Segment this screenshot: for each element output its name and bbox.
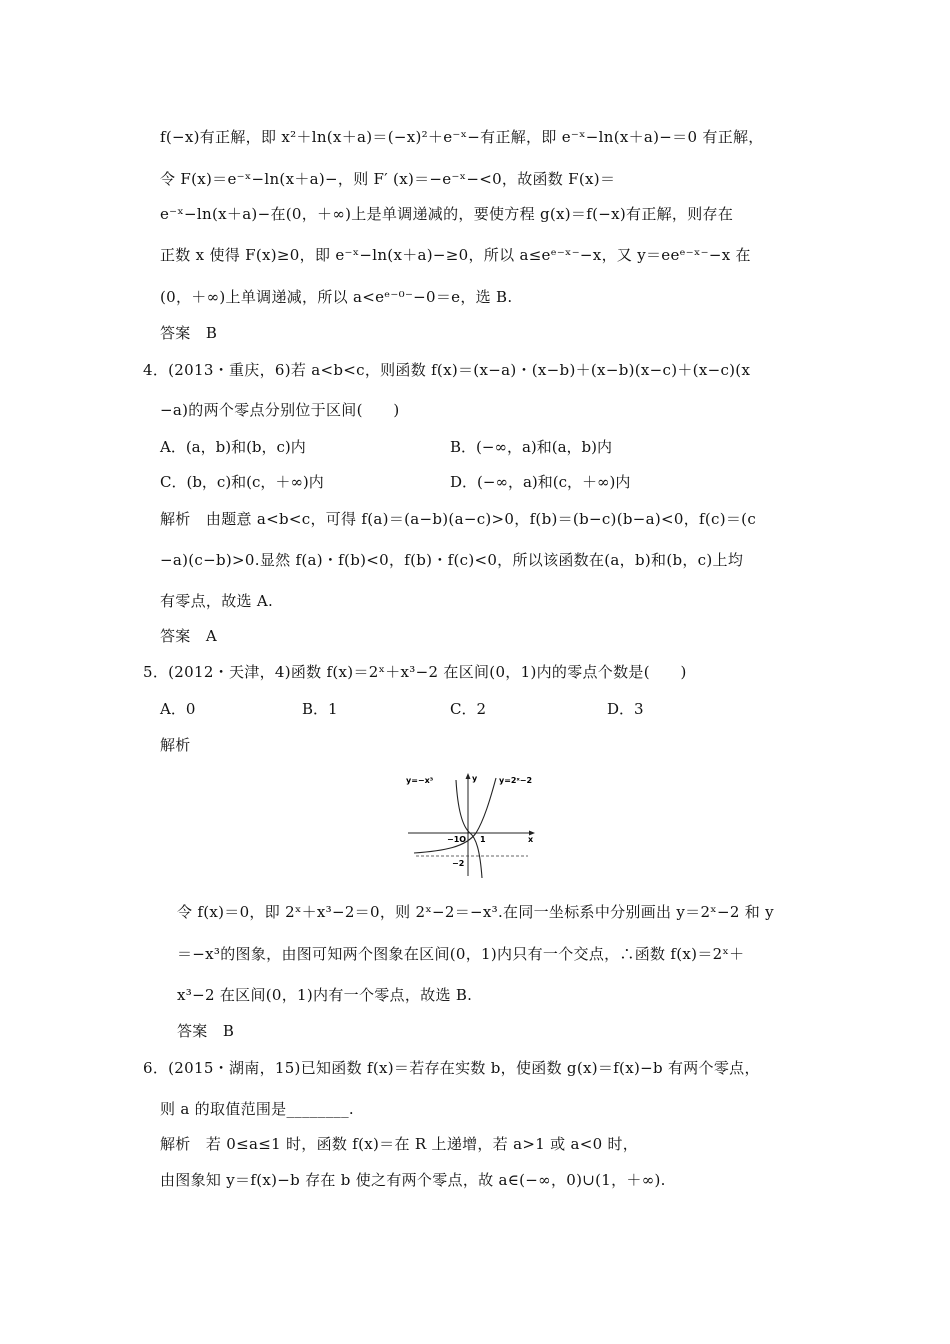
text-line: 则 a 的取值范围是________. — [160, 1100, 354, 1118]
text-line: 有零点，故选 A. — [160, 592, 274, 610]
answer-label: 答案 B — [177, 1022, 235, 1040]
text-line: ＝−x³的图象，由图可知两个图象在区间(0，1)内只有一个交点，∴函数 f(x)＝2ˣ＋ — [177, 945, 745, 963]
text-line: 解析 若 0≤a≤1 时，函数 f(x)＝在 R 上递增，若 a>1 或 a<0 时， — [160, 1135, 639, 1153]
answer-label: 答案 B — [160, 324, 218, 342]
text-line: x³−2 在区间(0，1)内有一个零点，故选 B. — [177, 986, 473, 1004]
option-d: D．(−∞，a)和(c，＋∞)内 — [450, 473, 631, 491]
y-axis-arrow — [466, 773, 471, 779]
option-a: A．(a，b)和(b，c)内 — [160, 438, 306, 456]
text-line: −a)的两个零点分别位于区间( ) — [160, 401, 400, 419]
answer-label: 答案 A — [160, 627, 218, 645]
option-b: B．1 — [302, 700, 338, 718]
option-b: B．(−∞，a)和(a，b)内 — [450, 438, 612, 456]
function-graph — [404, 770, 540, 882]
label-neg-two: −2 — [452, 859, 465, 868]
option-a: A．0 — [160, 700, 196, 718]
option-d: D．3 — [607, 700, 644, 718]
label-right: y=2ˣ−2 — [499, 776, 533, 785]
label-y: y — [472, 774, 478, 783]
text-line: 正数 x 使得 F(x)≥0，即 e⁻ˣ−ln(x＋a)−≥0，所以 a≤eᵉ⁻ˣ⁻−x，又 y＝eeᵉ⁻ˣ⁻−x 在 — [160, 246, 751, 264]
text-line: 令 f(x)＝0，即 2ˣ＋x³−2＝0，则 2ˣ−2＝−x³.在同一坐标系中分别画出 y＝2ˣ−2 和 y — [177, 903, 774, 921]
text-line: f(−x)有正解，即 x²＋ln(x＋a)＝(−x)²＋e⁻ˣ−有正解，即 e⁻ˣ−ln(x＋a)−＝0 有正解， — [160, 128, 764, 146]
label-left: y=−x³ — [406, 776, 434, 785]
question-4: 4．(2013・重庆，6)若 a<b<c，则函数 f(x)＝(x−a)・(x−b)＋(x−b)(x−c)＋(x−c)(x — [143, 361, 751, 379]
text-line: (0，＋∞)上单调递减，所以 a<eᵉ⁻⁰⁻−0＝e，选 B. — [160, 288, 513, 306]
label-one: 1 — [480, 835, 486, 844]
option-c: C．2 — [450, 700, 487, 718]
label-x: x — [528, 835, 534, 844]
text-line: 令 F(x)＝e⁻ˣ−ln(x＋a)−，则 F′ (x)＝−e⁻ˣ−<0，故函数 F(x)＝ — [160, 170, 616, 188]
label-origin: −1O — [447, 835, 467, 844]
text-line: e⁻ˣ−ln(x＋a)−在(0，＋∞)上是单调递减的，要使方程 g(x)＝f(−x)有正解，则存在 — [160, 205, 734, 223]
option-c: C．(b，c)和(c，＋∞)内 — [160, 473, 324, 491]
text-line: −a)(c−b)>0.显然 f(a)・f(b)<0，f(b)・f(c)<0，所以该函数在(a，b)和(b，c)上均 — [160, 551, 744, 569]
analysis-label: 解析 — [160, 736, 191, 754]
text-line: 解析 由题意 a<b<c，可得 f(a)＝(a−b)(a−c)>0，f(b)＝(b−c)(b−a)<0，f(c)＝(c — [160, 510, 757, 528]
text-line: 由图象知 y＝f(x)−b 存在 b 使之有两个零点，故 a∈(−∞，0)∪(1，＋∞). — [160, 1171, 666, 1189]
question-6: 6．(2015・湖南，15)已知函数 f(x)＝若存在实数 b，使函数 g(x)＝f(x)−b 有两个零点， — [143, 1059, 760, 1077]
question-5: 5．(2012・天津，4)函数 f(x)＝2ˣ＋x³−2 在区间(0，1)内的零点个数是( ) — [143, 663, 687, 681]
